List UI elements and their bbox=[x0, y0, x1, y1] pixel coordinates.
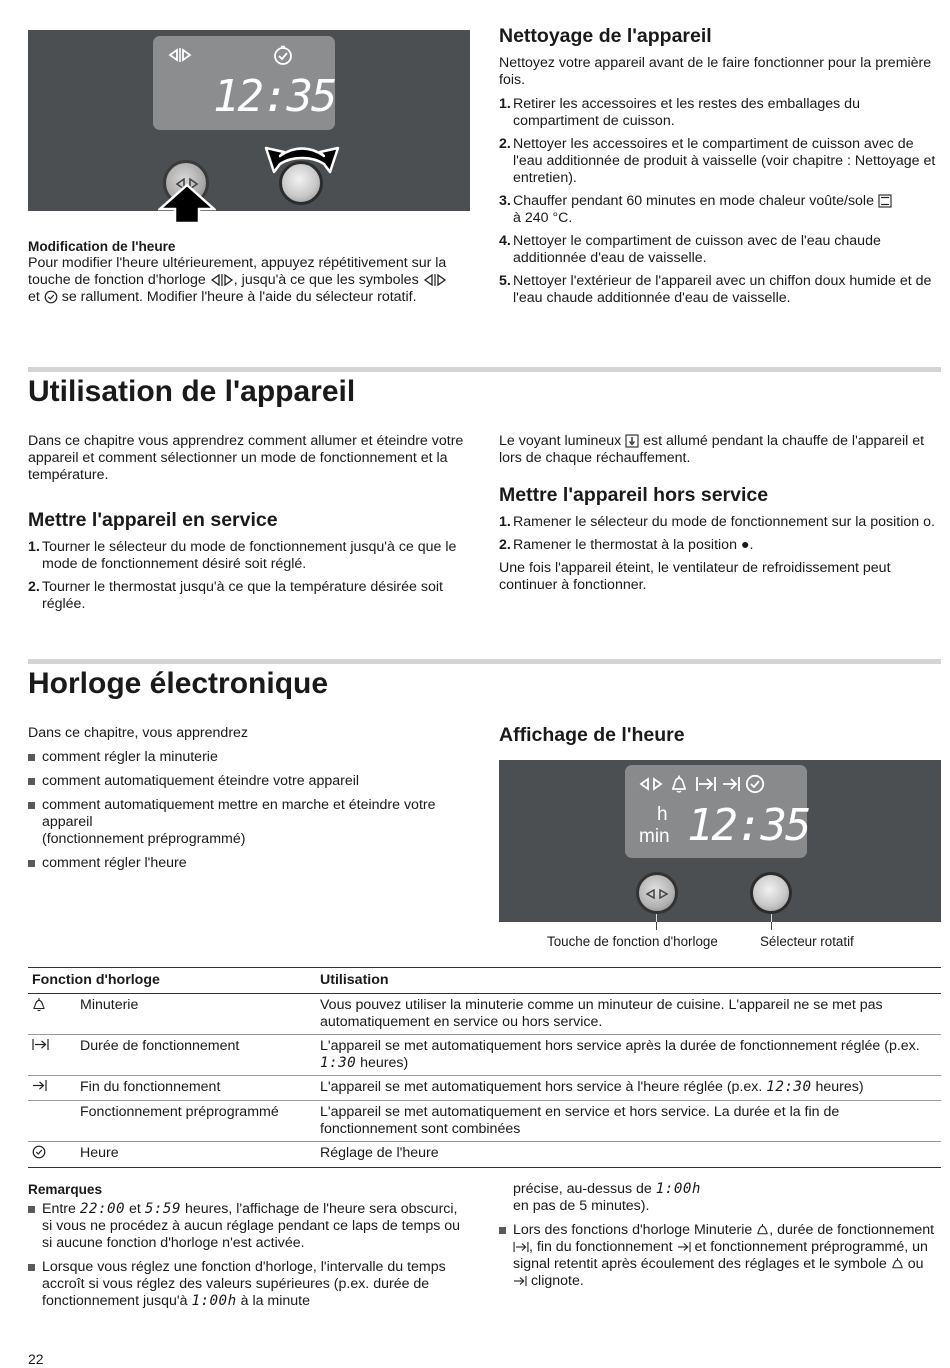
clock-icon bbox=[745, 774, 765, 794]
remarques-bullets bbox=[499, 1222, 935, 1290]
en-service-title: Mettre l'appareil en service bbox=[28, 509, 278, 531]
table-cell: Vous pouvez utiliser la minuterie comme un minuteur de cuisine. L'appareil ne se met pas automatiquement en service ou hors service. bbox=[316, 994, 941, 1035]
duration-icon bbox=[695, 776, 717, 792]
horloge-left-column bbox=[28, 725, 464, 879]
utilisation-intro: Dans ce chapitre vous apprendrez comment allumer et éteindre votre appareil et comment sélectionner un mode de fonctionnement et la température. bbox=[28, 433, 464, 483]
modification-heure-text: Pour modifier l'heure ultérieurement, appuyez répétitivement sur la touche de fonction d'horloge , jusqu'à ce que les symboles et se rallument. Modifier l'heure à l'aide du sélecteur rotatif. bbox=[28, 255, 447, 305]
horloge-intro: Dans ce chapitre, vous apprendrez bbox=[28, 725, 249, 741]
clock-icon bbox=[44, 290, 58, 304]
section-divider bbox=[28, 367, 941, 372]
list-item: 1. Tourner le sélecteur du mode de fonctionnement jusqu'à ce que le mode de fonctionnement désiré soit réglé. bbox=[28, 539, 457, 572]
section-divider bbox=[28, 659, 941, 664]
clock-key-icon bbox=[639, 777, 663, 791]
bell-icon bbox=[891, 1257, 904, 1271]
list-item: 3. Chauffer pendant 60 minutes en mode chaleur voûte/sole à 240 °C. bbox=[499, 193, 941, 227]
utilisation-title: Utilisation de l'appareil bbox=[28, 375, 356, 408]
callout-line bbox=[656, 922, 657, 930]
table-cell: Fonctionnement préprogrammé bbox=[76, 1101, 316, 1142]
nettoyage-section bbox=[499, 24, 941, 313]
affichage-title: Affichage de l'heure bbox=[499, 724, 685, 746]
display-time: 12:35 bbox=[687, 800, 810, 851]
remarques-title: Remarques bbox=[28, 1182, 103, 1197]
clock-display-illustration bbox=[499, 760, 941, 922]
table-row bbox=[28, 994, 941, 1035]
table-row bbox=[28, 1142, 941, 1168]
list-item: 1. Ramener le sélecteur du mode de fonctionnement sur la position o. bbox=[499, 514, 935, 530]
bell-icon bbox=[32, 997, 46, 1012]
table-cell: L'appareil se met automatiquement hors service après la durée de fonctionnement réglée (p.ex. 1:30 heures) bbox=[316, 1035, 941, 1076]
remarques-bullets bbox=[28, 1201, 468, 1310]
clock-key-icon bbox=[210, 274, 234, 286]
list-item: 2. Nettoyer les accessoires et le compartiment de cuisson avec de l'eau additionnée de produit à vaisselle (voir chapitre : Nettoyage et entretien). bbox=[499, 136, 936, 186]
hour-label: h bbox=[657, 804, 668, 825]
press-arrow-icon bbox=[158, 183, 216, 223]
list-item: 2. Tourner le thermostat jusqu'à ce que la température désirée soit réglée. bbox=[28, 579, 443, 612]
clock-icon bbox=[32, 1145, 46, 1159]
duration-icon bbox=[32, 1038, 49, 1051]
table-cell: Minuterie bbox=[76, 994, 316, 1035]
column-header: Utilisation bbox=[316, 968, 941, 994]
end-icon bbox=[513, 1275, 527, 1287]
rotary-selector-knob[interactable] bbox=[750, 872, 792, 914]
table-cell: Durée de fonctionnement bbox=[76, 1035, 316, 1076]
utilisation-right-column bbox=[499, 433, 941, 594]
remarques-right-column bbox=[499, 1181, 935, 1297]
bell-icon bbox=[756, 1223, 769, 1237]
display-time: 12:35 bbox=[213, 71, 336, 122]
hors-service-note: Une fois l'appareil éteint, le ventilateur de refroidissement peut continuer à fonctionner. bbox=[499, 560, 891, 593]
table-cell: L'appareil se met automatiquement hors service à l'heure réglée (p.ex. 12:30 heures) bbox=[316, 1076, 941, 1101]
minute-label: min bbox=[639, 826, 670, 847]
callout-line bbox=[771, 922, 772, 930]
nettoyage-steps bbox=[499, 96, 941, 307]
horloge-bullets bbox=[28, 749, 464, 872]
clock-key-icon bbox=[423, 274, 447, 286]
list-item: 5. Nettoyer l'extérieur de l'appareil avec un chiffon doux humide et de l'eau chaude additionnée d'eau de vaisselle. bbox=[499, 273, 932, 306]
rotary-selector-knob[interactable] bbox=[279, 161, 323, 205]
list-item: 2. Ramener le thermostat à la position ●. bbox=[499, 537, 754, 553]
remarques-continuation: précise, au-dessus de 1:00h en pas de 5 minutes). bbox=[513, 1181, 701, 1214]
end-icon bbox=[32, 1079, 47, 1092]
list-item: comment régler l'heure bbox=[28, 855, 464, 872]
nettoyage-intro: Nettoyez votre appareil avant de le faire fonctionner pour la première fois. bbox=[499, 55, 932, 88]
duration-icon bbox=[513, 1241, 529, 1253]
modification-heure-heading: Modification de l'heure bbox=[28, 239, 176, 254]
horloge-title: Horloge électronique bbox=[28, 667, 329, 700]
bell-icon bbox=[669, 774, 689, 794]
list-item: 4. Nettoyer le compartiment de cuisson avec de l'eau chaude additionnée d'eau de vaisselle. bbox=[499, 233, 881, 266]
table-row bbox=[28, 1101, 941, 1142]
list-item: 1. Retirer les accessoires et les restes des emballages du compartiment de cuisson. bbox=[499, 96, 860, 129]
nettoyage-title: Nettoyage de l'appareil bbox=[499, 25, 712, 47]
clock-panel-illustration bbox=[28, 30, 470, 211]
table-row bbox=[28, 1076, 941, 1101]
clock-functions-table bbox=[28, 967, 941, 1168]
column-header: Fonction d'horloge bbox=[28, 968, 316, 994]
voyant-text: Le voyant lumineux est allumé pendant la chauffe de l'appareil et lors de chaque réchauffement. bbox=[499, 433, 925, 466]
clock-function-button[interactable] bbox=[636, 872, 678, 914]
table-cell: Réglage de l'heure bbox=[316, 1142, 941, 1168]
list-item: comment automatiquement éteindre votre appareil bbox=[28, 773, 464, 790]
end-icon bbox=[721, 776, 741, 792]
page-number: 22 bbox=[28, 1351, 44, 1367]
modification-heure-section bbox=[28, 238, 458, 306]
remarques-left-column bbox=[28, 1181, 468, 1317]
table-cell: L'appareil se met automatiquement en service et hors service. La durée et la fin de fonctionnement sont combinées bbox=[316, 1101, 941, 1142]
label-rotary-selector: Sélecteur rotatif bbox=[760, 934, 854, 949]
table-cell: Heure bbox=[76, 1142, 316, 1168]
list-item: comment régler la minuterie bbox=[28, 749, 464, 766]
table-header-row bbox=[28, 968, 941, 994]
table-row bbox=[28, 1035, 941, 1076]
clock-key-icon bbox=[645, 889, 669, 899]
list-item: Lorsque vous réglez une fonction d'horloge, l'intervalle du temps accroît si vous réglez des valeurs supérieures (p.ex. durée de fonctionnement jusqu'à 1:00h à la minute bbox=[28, 1259, 468, 1310]
hors-service-steps bbox=[499, 514, 941, 554]
utilisation-left-column bbox=[28, 433, 464, 619]
list-item: comment automatiquement mettre en marche et éteindre votre appareil (fonctionnement préprogrammé) bbox=[28, 797, 464, 848]
top-bottom-heat-icon bbox=[878, 194, 892, 208]
hors-service-title: Mettre l'appareil hors service bbox=[499, 484, 769, 506]
clock-key-icon bbox=[167, 48, 193, 62]
en-service-steps bbox=[28, 539, 464, 613]
clock-display bbox=[153, 36, 335, 130]
list-item: Entre 22:00 et 5:59 heures, l'affichage de l'heure sera obscurci, si vous ne procédez à aucun réglage pendant ce laps de temps ou si aucune fonction d'horloge n'est activée. bbox=[28, 1201, 468, 1252]
clock-icon bbox=[273, 45, 293, 65]
table-cell: Fin du fonctionnement bbox=[76, 1076, 316, 1101]
end-icon bbox=[677, 1241, 691, 1253]
heating-indicator-icon bbox=[625, 434, 639, 448]
list-item: Lors des fonctions d'horloge Minuterie , durée de fonctionnement , fin du fonctionnement et fonctionnement préprogrammé, un signal retentit après écoulement des réglages et le symbole ou clignote. bbox=[499, 1222, 935, 1290]
label-clock-function-button: Touche de fonction d'horloge bbox=[547, 934, 718, 949]
clock-display bbox=[625, 765, 810, 858]
